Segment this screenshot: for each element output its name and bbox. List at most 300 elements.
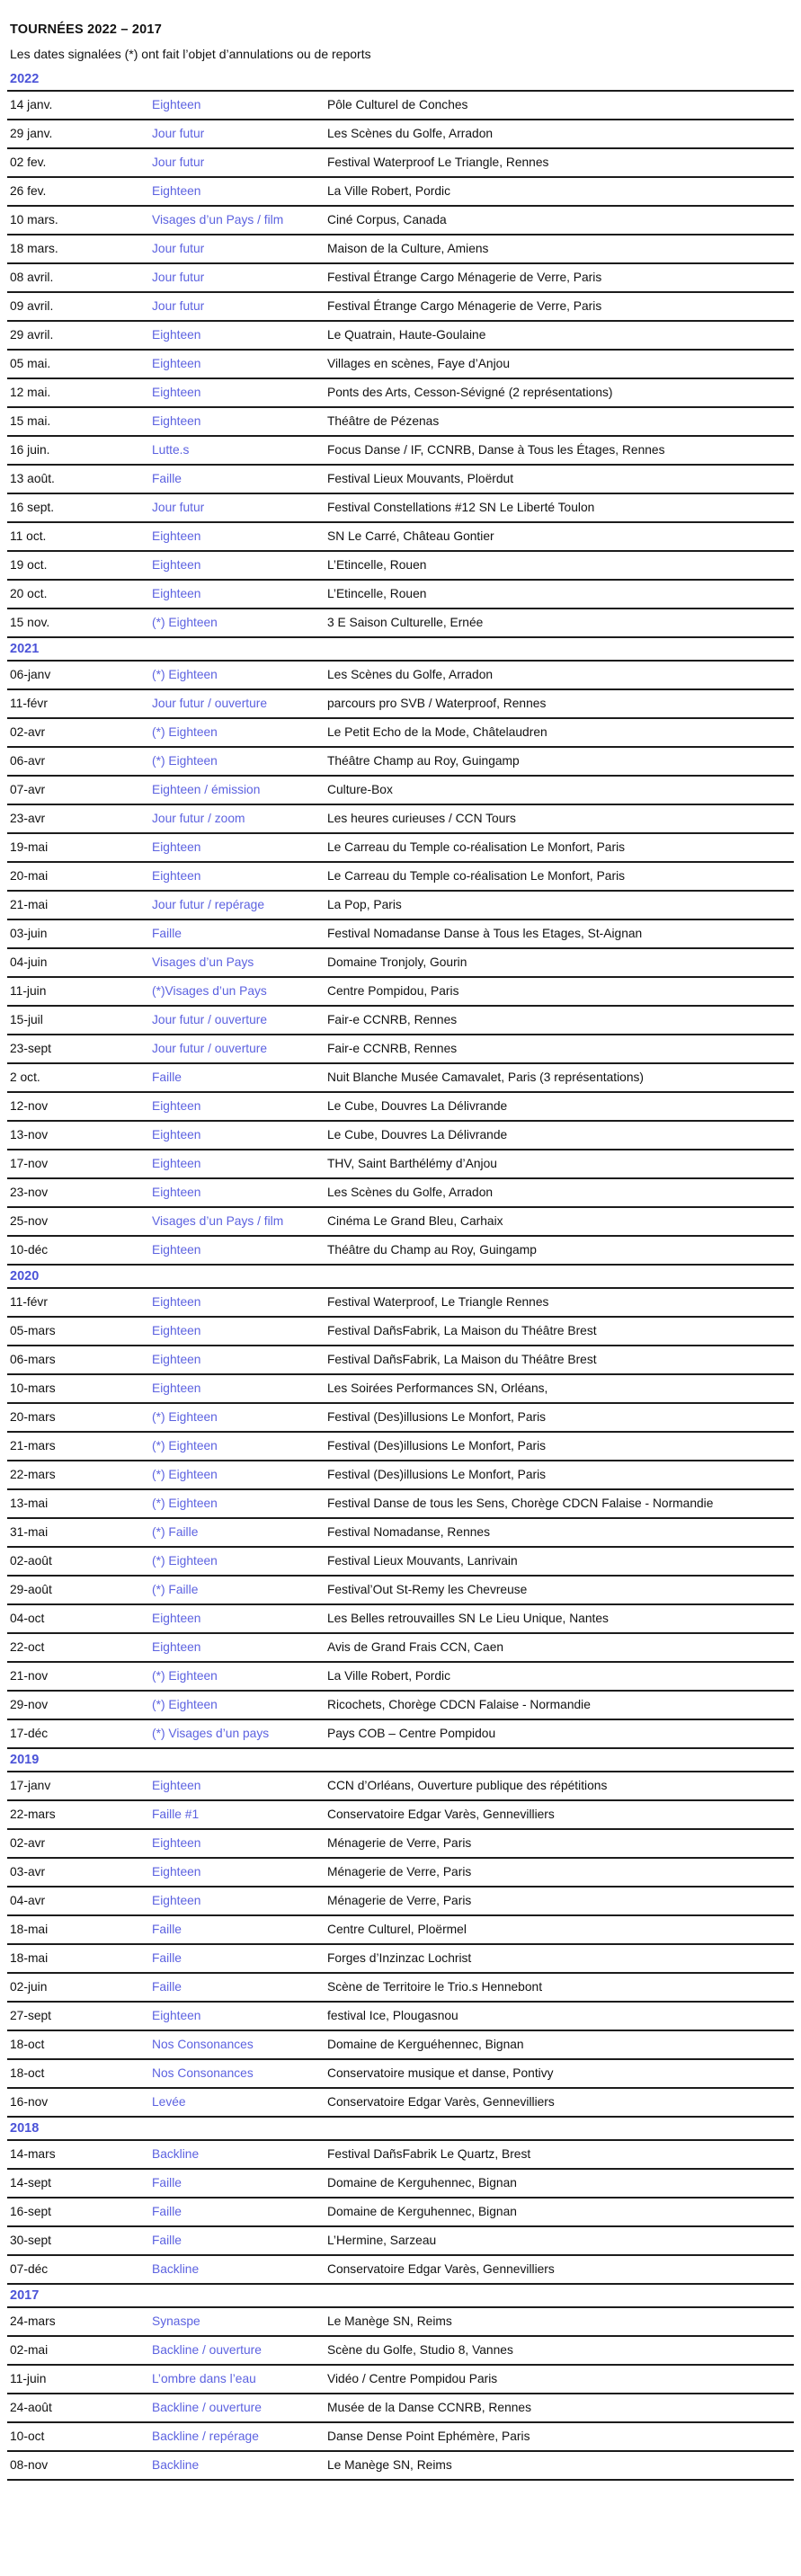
- tour-date-row: [7, 1548, 794, 1577]
- venue-cell: Cinéma Le Grand Bleu, Carhaix: [327, 1214, 503, 1228]
- venue-cell: Musée de la Danse CCNRB, Rennes: [327, 2401, 531, 2414]
- show-link[interactable]: Faille: [152, 1980, 182, 1994]
- tour-date-row: [7, 1035, 794, 1064]
- venue-cell: Scène de Territoire le Trio.s Hennebont: [327, 1980, 543, 1994]
- venue-cell: Le Manège SN, Reims: [327, 2314, 452, 2328]
- tour-date-row: [7, 1375, 794, 1404]
- date-cell: 23-avr: [10, 812, 46, 825]
- show-link[interactable]: Eighteen: [152, 840, 201, 854]
- date-cell: 05 mai.: [10, 357, 51, 370]
- tour-date-row: [7, 834, 794, 863]
- year-section: [7, 2118, 794, 2285]
- show-link[interactable]: Backline: [152, 2147, 200, 2161]
- year-heading: 2020: [7, 1266, 794, 1289]
- venue-cell: Ciné Corpus, Canada: [327, 213, 447, 227]
- tour-date-row: [7, 351, 794, 379]
- venue-cell: 3 E Saison Culturelle, Ernée: [327, 616, 484, 629]
- venue-cell: Les Scènes du Golfe, Arradon: [327, 1186, 494, 1199]
- venue-cell: Les Soirées Performances SN, Orléans,: [327, 1381, 548, 1395]
- year-heading: 2017: [7, 2285, 794, 2308]
- date-cell: 21-nov: [10, 1669, 49, 1683]
- page-title: TOURNÉES 2022 – 2017: [10, 22, 162, 37]
- venue-cell: festival Ice, Plougasnou: [327, 2009, 458, 2022]
- tour-date-row: [7, 1346, 794, 1375]
- tour-date-row: [7, 1888, 794, 1916]
- venue-cell: Avis de Grand Frais CCN, Caen: [327, 1640, 504, 1654]
- tour-date-row: [7, 892, 794, 920]
- show-link[interactable]: Backline / ouverture: [152, 2401, 262, 2414]
- tour-date-row: [7, 1577, 794, 1605]
- show-link[interactable]: Eighteen: [152, 1128, 201, 1141]
- tour-date-row: [7, 149, 794, 178]
- tour-date-row: [7, 2003, 794, 2031]
- show-link[interactable]: Jour futur / ouverture: [152, 697, 268, 710]
- tour-date-row: [7, 2337, 794, 2366]
- show-link[interactable]: L’ombre dans l’eau: [152, 2372, 256, 2385]
- date-cell: 29 janv.: [10, 127, 53, 140]
- tour-date-row: [7, 581, 794, 609]
- venue-cell: Ponts des Arts, Cesson-Sévigné (2 représentations): [327, 386, 613, 399]
- date-cell: 02-juin: [10, 1980, 48, 1994]
- date-cell: 30-sept: [10, 2234, 52, 2247]
- date-cell: 04-oct: [10, 1612, 45, 1625]
- show-link[interactable]: Lutte.s: [152, 443, 190, 457]
- venue-cell: CCN d’Orléans, Ouverture publique des répétitions: [327, 1779, 608, 1792]
- date-cell: 29-nov: [10, 1698, 49, 1711]
- tour-date-row: [7, 494, 794, 523]
- venue-cell: Le Cube, Douvres La Délivrande: [327, 1128, 508, 1141]
- year-section: [7, 1266, 794, 1749]
- venue-cell: Forges d’Inzinzac Lochrist: [327, 1951, 472, 1965]
- date-cell: 16-sept: [10, 2205, 52, 2218]
- venue-cell: Festival Lieux Mouvants, Ploërdut: [327, 472, 514, 485]
- tour-date-row: [7, 1433, 794, 1461]
- venue-cell: Festival Waterproof Le Triangle, Rennes: [327, 155, 549, 169]
- date-cell: 2 oct.: [10, 1070, 40, 1084]
- show-link[interactable]: Jour futur: [152, 242, 205, 255]
- venue-cell: Théâtre de Pézenas: [327, 414, 440, 428]
- date-cell: 16 juin.: [10, 443, 50, 457]
- show-link[interactable]: (*) Eighteen: [152, 1554, 218, 1568]
- date-cell: 11-févr: [10, 1295, 48, 1309]
- venue-cell: Danse Dense Point Ephémère, Paris: [327, 2429, 530, 2443]
- page-subtitle: Les dates signalées (*) ont fait l’objet d’annulations ou de reports: [10, 47, 371, 61]
- venue-cell: Festival DañsFabrik, La Maison du Théâtre Brest: [327, 1324, 597, 1337]
- show-link[interactable]: Faille: [152, 2176, 182, 2190]
- show-link[interactable]: (*) Faille: [152, 1525, 199, 1539]
- date-cell: 18-mai: [10, 1923, 49, 1936]
- date-cell: 11-févr: [10, 697, 48, 710]
- show-link[interactable]: Eighteen: [152, 529, 201, 543]
- venue-cell: Maison de la Culture, Amiens: [327, 242, 489, 255]
- show-link[interactable]: Synaspe: [152, 2314, 200, 2328]
- tour-date-row: [7, 1179, 794, 1208]
- show-link[interactable]: (*) Eighteen: [152, 725, 218, 739]
- date-cell: 20-mai: [10, 869, 49, 883]
- tour-date-row: [7, 863, 794, 892]
- show-link[interactable]: (*) Eighteen: [152, 1410, 218, 1424]
- tour-date-row: [7, 1461, 794, 1490]
- tour-date-row: [7, 2227, 794, 2256]
- venue-cell: Conservatoire Edgar Varès, Gennevilliers: [327, 2095, 555, 2109]
- venue-cell: Le Cube, Douvres La Délivrande: [327, 1099, 508, 1113]
- year-heading: 2022: [7, 68, 794, 92]
- venue-cell: Festival DañsFabrik Le Quartz, Brest: [327, 2147, 531, 2161]
- tour-date-row: [7, 552, 794, 581]
- tour-date-row: [7, 408, 794, 437]
- tour-date-row: [7, 748, 794, 777]
- show-link[interactable]: Jour futur / ouverture: [152, 1013, 268, 1026]
- tour-date-row: [7, 1122, 794, 1150]
- date-cell: 19 oct.: [10, 558, 48, 572]
- tour-date-row: [7, 2031, 794, 2060]
- tour-date-row: [7, 466, 794, 494]
- venue-cell: Le Carreau du Temple co-réalisation Le Monfort, Paris: [327, 840, 626, 854]
- show-link[interactable]: Jour futur / ouverture: [152, 1042, 268, 1055]
- date-cell: 26 fev.: [10, 184, 47, 198]
- date-cell: 15 mai.: [10, 414, 51, 428]
- venue-cell: L’Hermine, Sarzeau: [327, 2234, 437, 2247]
- show-link[interactable]: Eighteen: [152, 1779, 201, 1792]
- tour-date-row: [7, 1150, 794, 1179]
- show-link[interactable]: Visages d’un Pays / film: [152, 1214, 284, 1228]
- show-link[interactable]: Eighteen: [152, 1186, 201, 1199]
- show-link[interactable]: Jour futur: [152, 155, 205, 169]
- venue-cell: Fair-e CCNRB, Rennes: [327, 1042, 458, 1055]
- date-cell: 12 mai.: [10, 386, 51, 399]
- show-link[interactable]: Eighteen: [152, 1295, 201, 1309]
- date-cell: 23-sept: [10, 1042, 52, 1055]
- venue-cell: Domaine de Kerguhennec, Bignan: [327, 2205, 517, 2218]
- tour-date-row: [7, 1974, 794, 2003]
- date-cell: 08-nov: [10, 2458, 49, 2472]
- date-cell: 13-nov: [10, 1128, 49, 1141]
- show-link[interactable]: Eighteen: [152, 587, 201, 600]
- date-cell: 18-oct: [10, 2066, 45, 2080]
- show-link[interactable]: Levée: [152, 2095, 186, 2109]
- venue-cell: Festival (Des)illusions Le Monfort, Paris: [327, 1439, 547, 1452]
- venue-cell: Festival (Des)illusions Le Monfort, Paris: [327, 1410, 547, 1424]
- date-cell: 21-mai: [10, 898, 49, 911]
- date-cell: 05-mars: [10, 1324, 56, 1337]
- venue-cell: Ménagerie de Verre, Paris: [327, 1894, 472, 1907]
- date-cell: 02 fev.: [10, 155, 47, 169]
- tour-date-row: [7, 1404, 794, 1433]
- show-link[interactable]: Backline: [152, 2458, 200, 2472]
- show-link[interactable]: Jour futur: [152, 299, 205, 313]
- venue-cell: SN Le Carré, Château Gontier: [327, 529, 494, 543]
- year-section: [7, 1749, 794, 2118]
- date-cell: 16 sept.: [10, 501, 55, 514]
- venue-cell: parcours pro SVB / Waterproof, Rennes: [327, 697, 547, 710]
- show-link[interactable]: Eighteen: [152, 1381, 201, 1395]
- show-link[interactable]: (*) Eighteen: [152, 616, 218, 629]
- tour-date-row: [7, 2089, 794, 2118]
- date-cell: 13-mai: [10, 1497, 49, 1510]
- tour-date-row: [7, 2256, 794, 2285]
- tour-date-row: [7, 120, 794, 149]
- show-link[interactable]: Eighteen: [152, 1324, 201, 1337]
- tour-date-row: [7, 978, 794, 1007]
- tour-date-row: [7, 322, 794, 351]
- venue-cell: Festival Waterproof, Le Triangle Rennes: [327, 1295, 549, 1309]
- show-link[interactable]: Eighteen: [152, 1099, 201, 1113]
- tour-sections: [7, 68, 794, 2481]
- tour-date-row: [7, 662, 794, 690]
- tour-date-row: [7, 379, 794, 408]
- venue-cell: Culture-Box: [327, 783, 393, 796]
- tour-date-row: [7, 1318, 794, 1346]
- date-cell: 14 janv.: [10, 98, 53, 111]
- year-section: [7, 638, 794, 1266]
- tour-date-row: [7, 1801, 794, 1830]
- show-link[interactable]: Eighteen: [152, 414, 201, 428]
- show-link[interactable]: Eighteen: [152, 2009, 201, 2022]
- tour-date-row: [7, 949, 794, 978]
- show-link[interactable]: (*) Visages d’un pays: [152, 1727, 270, 1740]
- date-cell: 25-nov: [10, 1214, 49, 1228]
- tour-date-row: [7, 1007, 794, 1035]
- date-cell: 12-nov: [10, 1099, 49, 1113]
- year-heading: 2019: [7, 1749, 794, 1772]
- venue-cell: Festival DañsFabrik, La Maison du Théâtre Brest: [327, 1353, 597, 1366]
- show-link[interactable]: Jour futur / zoom: [152, 812, 245, 825]
- date-cell: 24-août: [10, 2401, 52, 2414]
- date-cell: 10-déc: [10, 1243, 49, 1257]
- tour-date-row: [7, 1093, 794, 1122]
- date-cell: 02-avr: [10, 725, 46, 739]
- date-cell: 11 oct.: [10, 529, 47, 543]
- tour-date-row: [7, 2060, 794, 2089]
- date-cell: 29 avril.: [10, 328, 54, 342]
- show-link[interactable]: Faille: [152, 2205, 182, 2218]
- show-link[interactable]: Eighteen: [152, 1157, 201, 1170]
- show-link[interactable]: Visages d’un Pays / film: [152, 213, 284, 227]
- year-section: [7, 68, 794, 638]
- show-link[interactable]: (*)Visages d’un Pays: [152, 984, 267, 998]
- show-link[interactable]: (*) Eighteen: [152, 1497, 218, 1510]
- tour-date-row: [7, 1064, 794, 1093]
- tour-date-row: [7, 2452, 794, 2481]
- show-link[interactable]: Faille: [152, 1070, 182, 1084]
- venue-cell: Villages en scènes, Faye d’Anjou: [327, 357, 510, 370]
- show-link[interactable]: Jour futur: [152, 271, 205, 284]
- show-link[interactable]: (*) Eighteen: [152, 668, 218, 681]
- tour-date-row: [7, 1720, 794, 1749]
- venue-cell: Le Manège SN, Reims: [327, 2458, 452, 2472]
- venue-cell: Théâtre Champ au Roy, Guingamp: [327, 754, 520, 768]
- date-cell: 14-sept: [10, 2176, 52, 2190]
- show-link[interactable]: Eighteen: [152, 386, 201, 399]
- venue-cell: Festival Danse de tous les Sens, Chorège CDCN Falaise - Normandie: [327, 1497, 714, 1510]
- date-cell: 27-sept: [10, 2009, 52, 2022]
- date-cell: 20 oct.: [10, 587, 48, 600]
- venue-cell: Domaine de Kerguéhennec, Bignan: [327, 2038, 524, 2051]
- venue-cell: Les Scènes du Golfe, Arradon: [327, 127, 494, 140]
- venue-cell: Festival Lieux Mouvants, Lanrivain: [327, 1554, 518, 1568]
- tour-date-row: [7, 178, 794, 207]
- date-cell: 06-mars: [10, 1353, 56, 1366]
- venue-cell: La Pop, Paris: [327, 898, 402, 911]
- date-cell: 11-juin: [10, 984, 47, 998]
- venue-cell: La Ville Robert, Pordic: [327, 1669, 451, 1683]
- show-link[interactable]: Eighteen: [152, 328, 201, 342]
- date-cell: 07-avr: [10, 783, 46, 796]
- venue-cell: Centre Culturel, Ploërmel: [327, 1923, 467, 1936]
- date-cell: 14-mars: [10, 2147, 56, 2161]
- tour-date-row: [7, 235, 794, 264]
- venue-cell: Le Quatrain, Haute-Goulaine: [327, 328, 486, 342]
- show-link[interactable]: (*) Faille: [152, 1583, 199, 1596]
- venue-cell: Nuit Blanche Musée Camavalet, Paris (3 représentations): [327, 1070, 644, 1084]
- show-link[interactable]: Eighteen: [152, 558, 201, 572]
- venue-cell: Ménagerie de Verre, Paris: [327, 1865, 472, 1879]
- date-cell: 11-juin: [10, 2372, 47, 2385]
- show-link[interactable]: Faille: [152, 927, 182, 940]
- tour-date-row: [7, 719, 794, 748]
- show-link[interactable]: Faille: [152, 1951, 182, 1965]
- date-cell: 13 août.: [10, 472, 55, 485]
- date-cell: 03-avr: [10, 1865, 46, 1879]
- date-cell: 07-déc: [10, 2262, 49, 2276]
- venue-cell: La Ville Robert, Pordic: [327, 184, 451, 198]
- venue-cell: Festival Étrange Cargo Ménagerie de Verre, Paris: [327, 299, 602, 313]
- venue-cell: Domaine de Kerguhennec, Bignan: [327, 2176, 517, 2190]
- date-cell: 10-oct: [10, 2429, 45, 2443]
- show-link[interactable]: Faille: [152, 1923, 182, 1936]
- show-link[interactable]: Eighteen: [152, 1836, 201, 1850]
- tour-date-row: [7, 777, 794, 805]
- date-cell: 06-avr: [10, 754, 46, 768]
- tour-date-row: [7, 690, 794, 719]
- date-cell: 15-juil: [10, 1013, 43, 1026]
- show-link[interactable]: Eighteen: [152, 869, 201, 883]
- show-link[interactable]: (*) Eighteen: [152, 1698, 218, 1711]
- show-link[interactable]: Backline / repérage: [152, 2429, 259, 2443]
- show-link[interactable]: Eighteen: [152, 98, 201, 111]
- tour-date-row: [7, 1237, 794, 1266]
- venue-cell: Festival Nomadanse Danse à Tous les Etages, St-Aignan: [327, 927, 643, 940]
- year-heading: 2018: [7, 2118, 794, 2141]
- tour-date-row: [7, 264, 794, 293]
- tour-date-row: [7, 523, 794, 552]
- date-cell: 17-nov: [10, 1157, 49, 1170]
- show-link[interactable]: (*) Eighteen: [152, 754, 218, 768]
- date-cell: 02-août: [10, 1554, 52, 1568]
- tour-date-row: [7, 2308, 794, 2337]
- tour-date-row: [7, 2423, 794, 2452]
- venue-cell: Festival Nomadanse, Rennes: [327, 1525, 490, 1539]
- venue-cell: Les Scènes du Golfe, Arradon: [327, 668, 494, 681]
- date-cell: 04-juin: [10, 955, 48, 969]
- show-link[interactable]: Faille: [152, 2234, 182, 2247]
- venue-cell: Festival’Out St-Remy les Chevreuse: [327, 1583, 528, 1596]
- venue-cell: Les Belles retrouvailles SN Le Lieu Unique, Nantes: [327, 1612, 609, 1625]
- show-link[interactable]: Jour futur / repérage: [152, 898, 265, 911]
- venue-cell: Centre Pompidou, Paris: [327, 984, 459, 998]
- show-link[interactable]: Faille: [152, 472, 182, 485]
- venue-cell: Pôle Culturel de Conches: [327, 98, 468, 111]
- venue-cell: Scène du Golfe, Studio 8, Vannes: [327, 2343, 513, 2357]
- tour-date-row: [7, 805, 794, 834]
- show-link[interactable]: Eighteen: [152, 357, 201, 370]
- show-link[interactable]: Nos Consonances: [152, 2038, 254, 2051]
- venue-cell: Conservatoire Edgar Varès, Gennevilliers: [327, 2262, 555, 2276]
- show-link[interactable]: (*) Eighteen: [152, 1468, 218, 1481]
- venue-cell: Festival Constellations #12 SN Le Liberté Toulon: [327, 501, 595, 514]
- tour-date-row: [7, 2141, 794, 2170]
- show-link[interactable]: Eighteen: [152, 1894, 201, 1907]
- show-link[interactable]: Visages d’un Pays: [152, 955, 254, 969]
- tour-date-row: [7, 2170, 794, 2198]
- venue-cell: L’Etincelle, Rouen: [327, 558, 427, 572]
- date-cell: 02-mai: [10, 2343, 49, 2357]
- venue-cell: Les heures curieuses / CCN Tours: [327, 812, 516, 825]
- tour-date-row: [7, 1605, 794, 1634]
- date-cell: 08 avril.: [10, 271, 54, 284]
- date-cell: 10 mars.: [10, 213, 58, 227]
- date-cell: 06-janv: [10, 668, 51, 681]
- show-link[interactable]: Backline: [152, 2262, 200, 2276]
- tour-dates-page: [7, 0, 794, 2481]
- venue-cell: Festival Étrange Cargo Ménagerie de Verre, Paris: [327, 271, 602, 284]
- date-cell: 03-juin: [10, 927, 48, 940]
- show-link[interactable]: Backline / ouverture: [152, 2343, 262, 2357]
- show-link[interactable]: Eighteen: [152, 1243, 201, 1257]
- date-cell: 24-mars: [10, 2314, 56, 2328]
- date-cell: 02-avr: [10, 1836, 46, 1850]
- date-cell: 31-mai: [10, 1525, 49, 1539]
- venue-cell: Vidéo / Centre Pompidou Paris: [327, 2372, 498, 2385]
- show-link[interactable]: Eighteen: [152, 1865, 201, 1879]
- venue-cell: Le Petit Echo de la Mode, Châtelaudren: [327, 725, 547, 739]
- show-link[interactable]: Eighteen: [152, 1612, 201, 1625]
- venue-cell: Focus Danse / IF, CCNRB, Danse à Tous les Étages, Rennes: [327, 443, 665, 457]
- tour-date-row: [7, 2366, 794, 2394]
- tour-date-row: [7, 1772, 794, 1801]
- show-link[interactable]: (*) Eighteen: [152, 1439, 218, 1452]
- date-cell: 21-mars: [10, 1439, 56, 1452]
- venue-cell: Ménagerie de Verre, Paris: [327, 1836, 472, 1850]
- date-cell: 17-déc: [10, 1727, 49, 1740]
- venue-cell: Le Carreau du Temple co-réalisation Le Monfort, Paris: [327, 869, 626, 883]
- show-link[interactable]: Jour futur: [152, 501, 205, 514]
- date-cell: 19-mai: [10, 840, 49, 854]
- show-link[interactable]: Jour futur: [152, 127, 205, 140]
- show-link[interactable]: Nos Consonances: [152, 2066, 254, 2080]
- tour-date-row: [7, 92, 794, 120]
- show-link[interactable]: Eighteen: [152, 1640, 201, 1654]
- tour-date-row: [7, 2198, 794, 2227]
- tour-date-row: [7, 1916, 794, 1945]
- date-cell: 15 nov.: [10, 616, 50, 629]
- show-link[interactable]: Eighteen: [152, 1353, 201, 1366]
- show-link[interactable]: Eighteen / émission: [152, 783, 261, 796]
- venue-cell: Domaine Tronjoly, Gourin: [327, 955, 467, 969]
- tour-date-row: [7, 1830, 794, 1859]
- tour-date-row: [7, 1634, 794, 1663]
- tour-date-row: [7, 1289, 794, 1318]
- venue-cell: THV, Saint Barthélémy d’Anjou: [327, 1157, 497, 1170]
- tour-date-row: [7, 920, 794, 949]
- show-link[interactable]: Eighteen: [152, 184, 201, 198]
- show-link[interactable]: (*) Eighteen: [152, 1669, 218, 1683]
- tour-date-row: [7, 2394, 794, 2423]
- tour-date-row: [7, 437, 794, 466]
- year-heading: 2021: [7, 638, 794, 662]
- show-link[interactable]: Faille #1: [152, 1808, 200, 1821]
- venue-cell: Théâtre du Champ au Roy, Guingamp: [327, 1243, 537, 1257]
